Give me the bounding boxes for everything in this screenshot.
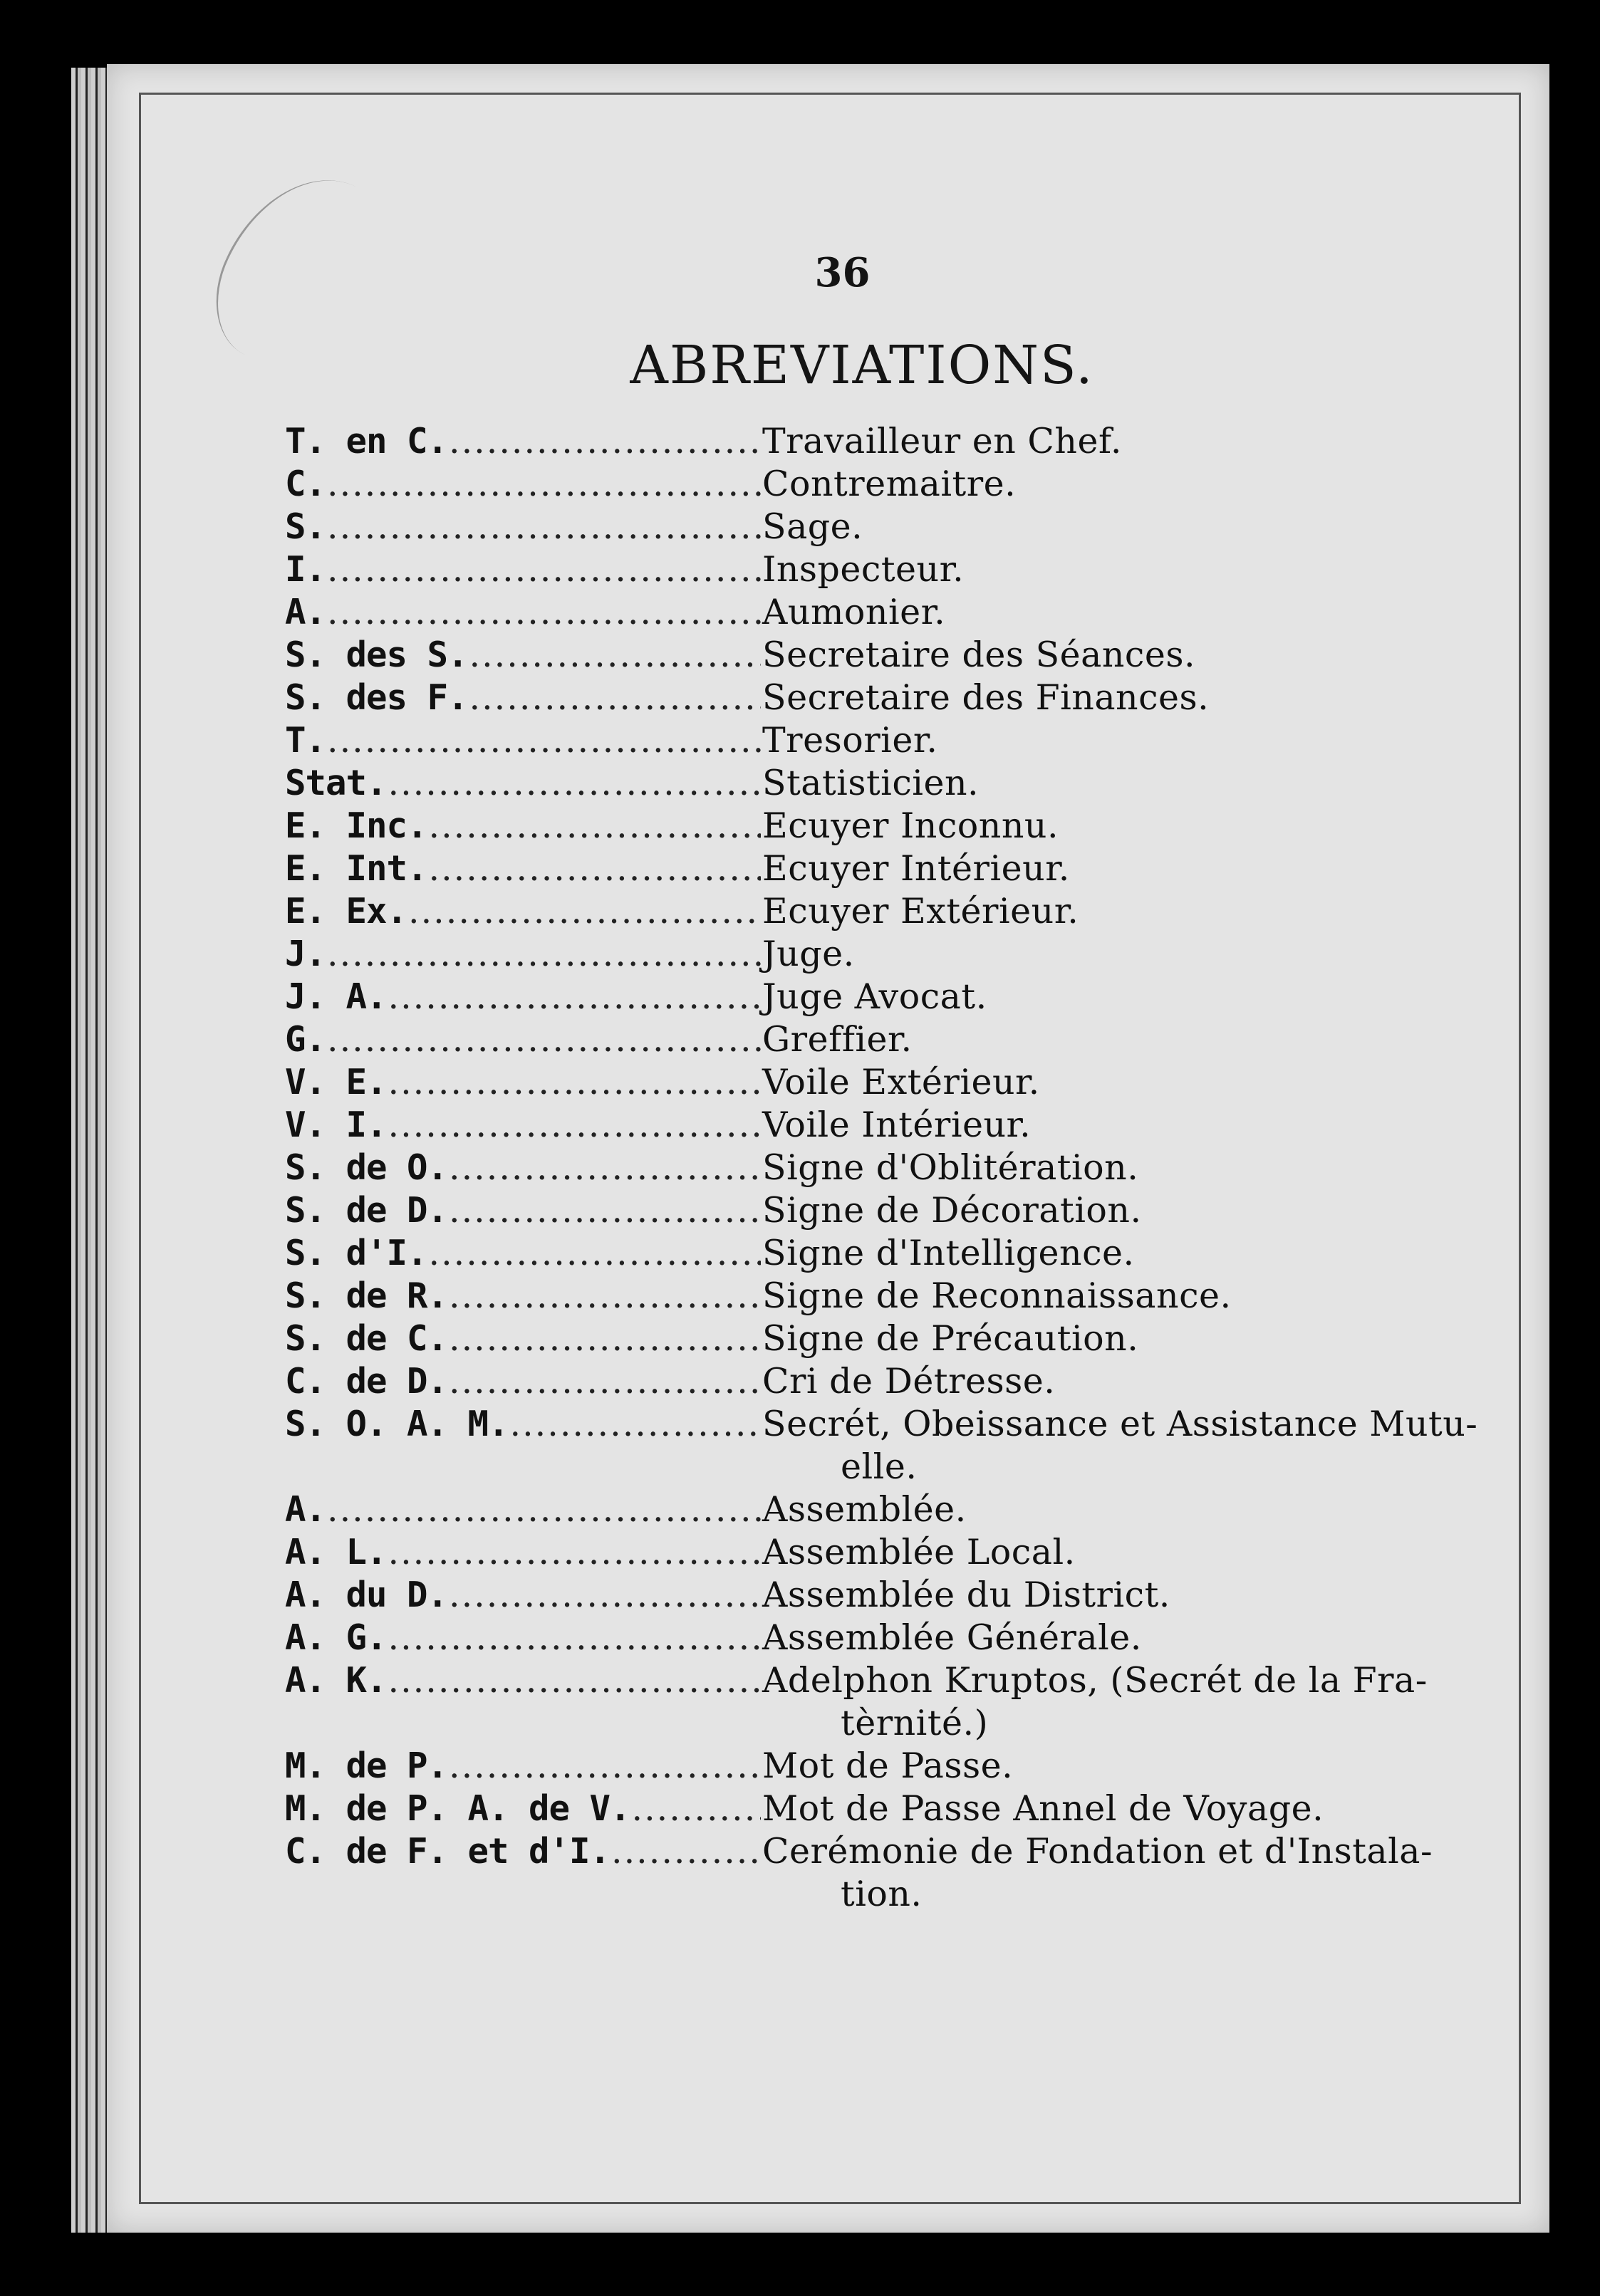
abbreviation-entry (285, 1360, 1510, 1403)
definition-text: Travailleur en Chef. (762, 421, 1122, 461)
definition (762, 1659, 1510, 1745)
abbreviation: V. E. (285, 1062, 387, 1102)
definition (762, 1788, 1510, 1830)
abbreviation: A. G. (285, 1617, 387, 1658)
abbreviation-entry (285, 1745, 1510, 1788)
definition-text: Statisticien. (762, 763, 980, 803)
definition-text: Aumonier. (762, 592, 946, 632)
dot-leader (388, 1104, 761, 1147)
abbreviation: S. des S. (285, 635, 468, 675)
definition (762, 1403, 1510, 1488)
dot-leader (408, 890, 761, 933)
abbreviation-entry (285, 1531, 1510, 1574)
abbreviation-entry (285, 1830, 1510, 1916)
dot-leader (429, 1232, 761, 1275)
dot-leader (327, 463, 761, 506)
definition-text: Greffier. (762, 1019, 913, 1060)
definition-text: Cri de Détresse. (762, 1361, 1056, 1402)
definition (762, 1061, 1510, 1104)
definition (762, 1232, 1510, 1275)
dot-leader (327, 506, 761, 548)
definition (762, 847, 1510, 890)
abbreviation: A. K. (285, 1660, 387, 1701)
abbreviation-entry (285, 933, 1510, 976)
dot-leader (449, 1317, 761, 1360)
abbreviation: M. de P. A. de V. (285, 1788, 630, 1829)
definition-text: Sage. (762, 506, 863, 547)
abbreviation-entry (285, 1104, 1510, 1147)
dot-leader (388, 976, 761, 1018)
dot-leader (327, 591, 761, 634)
abbreviation: G. (285, 1019, 326, 1060)
abbreviation-entry (285, 847, 1510, 890)
dot-leader (327, 1018, 761, 1061)
abbreviation: Stat. (285, 763, 387, 803)
dot-leader (449, 1745, 761, 1788)
page-title: ABREVIATIONS. (630, 335, 1094, 396)
definition-text: Secretaire des Séances. (762, 635, 1196, 675)
dot-leader (388, 1659, 761, 1702)
definition (762, 1147, 1510, 1189)
dot-leader (388, 762, 761, 805)
definition-text: Cerémonie de Fondation et d'Instala- (762, 1831, 1433, 1872)
definition-continuation: tion. (841, 1874, 923, 1914)
dot-leader (429, 847, 761, 890)
definition-text: Ecuyer Intérieur. (762, 848, 1070, 889)
abbreviation-entry (285, 1659, 1510, 1745)
definition-text: Assemblée. (762, 1489, 967, 1530)
definition-text: Tresorier. (762, 720, 938, 761)
definition (762, 762, 1510, 805)
abbreviation: S. de O. (285, 1147, 448, 1188)
dot-leader (388, 1617, 761, 1659)
abbreviation: J. A. (285, 976, 387, 1017)
abbreviation: S. d'I. (285, 1233, 427, 1273)
abbreviation-entry (285, 890, 1510, 933)
abbreviation: M. de P. (285, 1746, 448, 1786)
abbreviation: J. (285, 934, 326, 974)
book-page (107, 64, 1549, 2233)
definition-continuation: elle. (841, 1446, 918, 1487)
abbreviation: C. de D. (285, 1361, 448, 1402)
definition (762, 1275, 1510, 1317)
abbreviation: S. (285, 506, 326, 547)
abbreviation-entry (285, 548, 1510, 591)
definition (762, 420, 1510, 463)
abbreviation-entry (285, 591, 1510, 634)
abbreviation-entry (285, 677, 1510, 719)
definition-text: Mot de Passe. (762, 1746, 1014, 1786)
abbreviation: A. L. (285, 1532, 387, 1572)
definition-text: Assemblée Générale. (762, 1617, 1142, 1658)
abbreviation-entry (285, 762, 1510, 805)
abbreviation-entry (285, 1061, 1510, 1104)
definition (762, 1488, 1510, 1531)
dot-leader (327, 719, 761, 762)
definition (762, 1018, 1510, 1061)
abbreviation-entry (285, 463, 1510, 506)
abbreviation: T. en C. (285, 421, 448, 461)
definition-text: Juge. (762, 934, 855, 974)
abbreviation: A. du D. (285, 1575, 448, 1615)
definition-text: Ecuyer Inconnu. (762, 805, 1059, 846)
abbreviation-entry (285, 1574, 1510, 1617)
definition-text: Assemblée du District. (762, 1575, 1170, 1615)
definition-text: Ecuyer Extérieur. (762, 891, 1079, 932)
dot-leader (388, 1531, 761, 1574)
dot-leader (632, 1788, 761, 1830)
definition (762, 976, 1510, 1018)
dot-leader (449, 1189, 761, 1232)
definition (762, 933, 1510, 976)
abbreviation-entry (285, 420, 1510, 463)
definition-text: Signe de Décoration. (762, 1190, 1142, 1231)
definition (762, 1104, 1510, 1147)
dot-leader (449, 420, 761, 463)
definition (762, 1574, 1510, 1617)
abbreviation: S. de R. (285, 1275, 448, 1316)
abbreviation: A. (285, 1489, 326, 1530)
definition (762, 591, 1510, 634)
abbreviation: C. de F. et d'I. (285, 1831, 611, 1872)
definition (762, 1531, 1510, 1574)
dot-leader (327, 1488, 761, 1531)
dot-leader (449, 1360, 761, 1403)
definition (762, 1189, 1510, 1232)
definition-text: Secretaire des Finances. (762, 677, 1210, 718)
dot-leader (469, 634, 761, 677)
definition (762, 890, 1510, 933)
abbreviation: A. (285, 592, 326, 632)
definition-text: Signe d'Oblitération. (762, 1147, 1139, 1188)
definition (762, 1745, 1510, 1788)
definition (762, 1617, 1510, 1659)
abbreviation-entry (285, 506, 1510, 548)
abbreviation-entry (285, 1275, 1510, 1317)
abbreviation-entry (285, 976, 1510, 1018)
definition-continuation: tèrnité.) (841, 1703, 989, 1743)
dot-leader (327, 548, 761, 591)
dot-leader (429, 805, 761, 847)
abbreviation-entry (285, 1189, 1510, 1232)
definition (762, 634, 1510, 677)
definition-text: Inspecteur. (762, 549, 965, 590)
definition-text: Contremaitre. (762, 464, 1017, 504)
abbreviation-entry (285, 1488, 1510, 1531)
abbreviation: I. (285, 549, 326, 590)
definition-text: Voile Intérieur. (762, 1105, 1032, 1145)
abbreviation-entry (285, 1403, 1510, 1488)
definition (762, 719, 1510, 762)
abbreviation: S. de C. (285, 1318, 448, 1359)
abbreviation-entry (285, 1232, 1510, 1275)
dot-leader (327, 933, 761, 976)
definition-text: Adelphon Kruptos, (Secrét de la Fra- (762, 1660, 1428, 1701)
abbreviation: S. des F. (285, 677, 468, 718)
abbreviation-entry (285, 1788, 1510, 1830)
definition (762, 506, 1510, 548)
dot-leader (449, 1574, 761, 1617)
definition (762, 1360, 1510, 1403)
abbreviation-entry (285, 719, 1510, 762)
abbreviation-entry (285, 1617, 1510, 1659)
definition (762, 805, 1510, 847)
abbreviation: E. Int. (285, 848, 427, 889)
definition (762, 1830, 1510, 1916)
abbreviation: C. (285, 464, 326, 504)
abbreviation: S. de D. (285, 1190, 448, 1231)
dot-leader (449, 1275, 761, 1317)
definition-text: Signe de Reconnaissance. (762, 1275, 1232, 1316)
definition (762, 677, 1510, 719)
abbreviation: S. O. A. M. (285, 1404, 509, 1444)
definition (762, 463, 1510, 506)
abbreviation-entry (285, 1147, 1510, 1189)
abbreviation-list (285, 420, 1510, 1916)
definition-text: Signe de Précaution. (762, 1318, 1139, 1359)
abbreviation: T. (285, 720, 326, 761)
definition-text: Secrét, Obeissance et Assistance Mutu- (762, 1404, 1478, 1444)
definition (762, 1317, 1510, 1360)
definition (762, 548, 1510, 591)
definition-text: Mot de Passe Annel de Voyage. (762, 1788, 1324, 1829)
abbreviation-entry (285, 1317, 1510, 1360)
definition-text: Assemblée Local. (762, 1532, 1076, 1572)
abbreviation: E. Ex. (285, 891, 407, 932)
definition-text: Juge Avocat. (762, 976, 987, 1017)
dot-leader (611, 1830, 761, 1873)
abbreviation: E. Inc. (285, 805, 427, 846)
abbreviation-entry (285, 805, 1510, 847)
definition-text: Voile Extérieur. (762, 1062, 1040, 1102)
abbreviation-entry (285, 634, 1510, 677)
abbreviation-entry (285, 1018, 1510, 1061)
dot-leader (510, 1403, 761, 1446)
dot-leader (449, 1147, 761, 1189)
dot-leader (388, 1061, 761, 1104)
page-number: 36 (814, 249, 871, 296)
definition-text: Signe d'Intelligence. (762, 1233, 1135, 1273)
abbreviation: V. I. (285, 1105, 387, 1145)
dot-leader (469, 677, 761, 719)
